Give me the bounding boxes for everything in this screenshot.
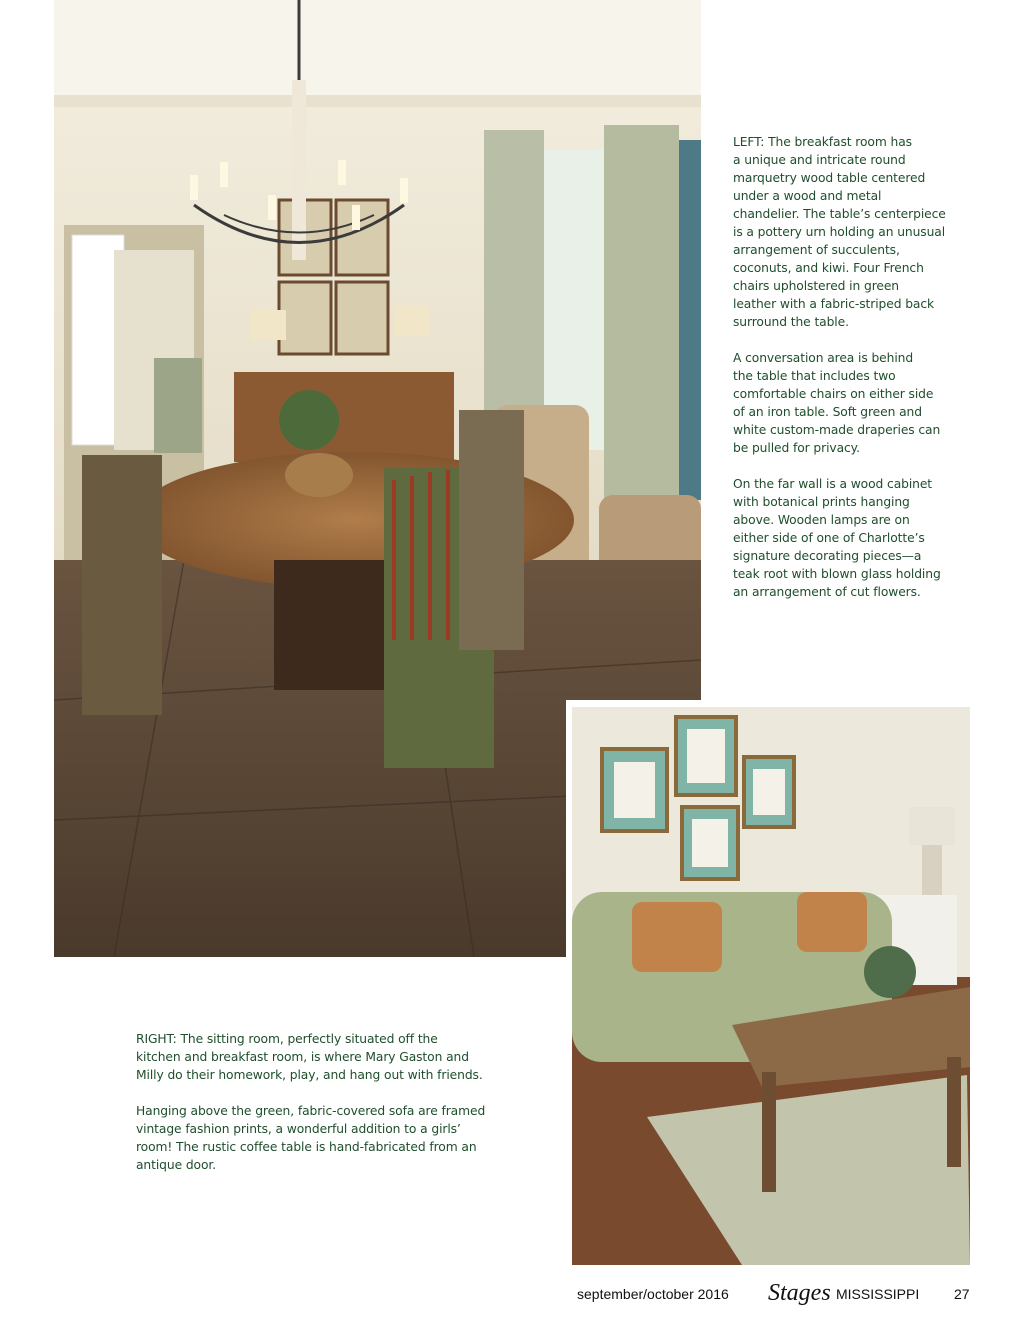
- sitting-room-photo: [572, 707, 970, 1265]
- caption-right-paragraph-1: RIGHT: The sitting room, perfectly situated off the kitchen and breakfast room, is where Mary Gaston and Milly do their homework, play, and hang out with friends.: [136, 1032, 483, 1082]
- caption-left-paragraph-3: On the far wall is a wood cabinet with botanical prints hanging above. Wooden lamps are on either side of one of Charlotte’s signature decorating pieces—a teak root with blown glass holding an arrangement of cut flowers.: [733, 477, 941, 599]
- footer-issue-date: september/october 2016: [577, 1286, 729, 1302]
- caption-left: [733, 133, 953, 619]
- magazine-logo-text: MISSISSIPPI: [836, 1286, 920, 1302]
- caption-left-paragraph-2: A conversation area is behind the table that includes two comfortable chairs on either side of an iron table. Soft green and white custom-made draperies can be pulled for privacy.: [733, 351, 941, 455]
- page-number: 27: [954, 1286, 970, 1302]
- sitting-room-illustration: [572, 707, 970, 1265]
- caption-left-paragraph-1: LEFT: The breakfast room has a unique and intricate round marquetry wood table centered under a wood and metal chandelier. The table’s centerpiece is a pottery urn holding an unusual arrangement of succulents, coconuts, and kiwi. Four French chairs upholstered in green leather with a fabric-striped back surround the table.: [733, 135, 946, 329]
- caption-right: [136, 1030, 496, 1192]
- page-footer: [540, 1280, 980, 1306]
- caption-right-paragraph-2: Hanging above the green, fabric-covered sofa are framed vintage fashion prints, a wonderful addition to a girls’ room! The rustic coffee table is hand-fabricated from an antique door.: [136, 1104, 486, 1172]
- magazine-logo-script: Stages: [768, 1280, 831, 1306]
